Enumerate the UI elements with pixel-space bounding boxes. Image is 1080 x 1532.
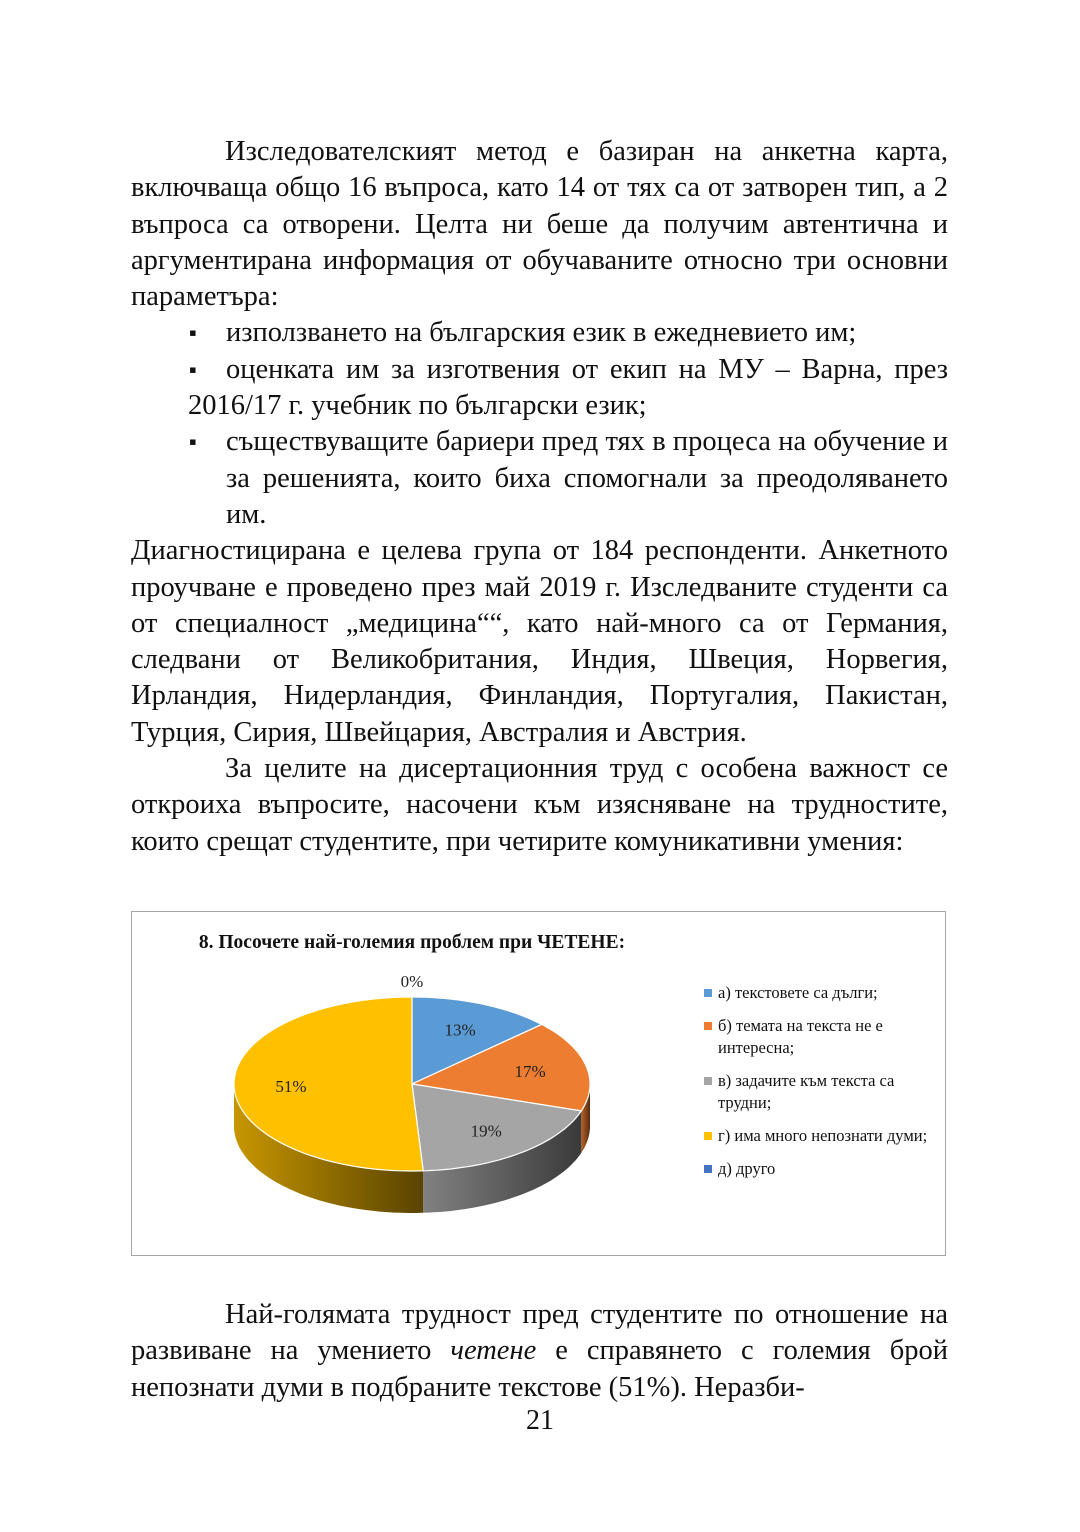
legend-item	[704, 1015, 944, 1059]
paragraph-reading-difficulty	[131, 1297, 948, 1406]
legend-label: д) друго	[718, 1159, 776, 1178]
paragraph-target-group: Диагностицирана е целева група от 184 респонденти. Анкетното проучване е проведено през май 2019 г. Изследваните студенти са от специалност „медицина““, като най-много са от Германия, следвани от Великобритания, Индия, Швеция, Норвегия, Ирландия, Нидерландия, Финландия, Португалия, Пакистан, Турция, Сирия, Швейцария, Австралия и Австрия.	[131, 535, 948, 748]
pie-chart-plot	[132, 912, 692, 1255]
legend-label: г) има много непознати думи;	[718, 1126, 928, 1145]
list-item	[131, 424, 948, 533]
list-item-text: използването на българския език в ежедневието им;	[226, 317, 857, 349]
page-number: 21	[526, 1405, 554, 1436]
pie-data-label: 51%	[275, 1076, 307, 1096]
pie-chart	[131, 911, 946, 1256]
pie-data-label: 13%	[444, 1020, 476, 1040]
legend-swatch	[704, 1022, 712, 1030]
pie-data-label: 0%	[400, 972, 424, 991]
legend-label: а) текстовете са дълги;	[718, 983, 878, 1002]
paragraph-text: е справянето с големия брой непознати думи в подбраните текстове (51%). Неразби-	[131, 1335, 948, 1403]
bullet-marker: ▪	[189, 429, 197, 455]
list-item	[131, 315, 948, 351]
chart-legend	[704, 982, 944, 1191]
list-item-text: съществуващите бариери пред тях в процеса на обучение и за решенията, които биха спомогнали за преодоляването им.	[226, 426, 948, 530]
paragraph-questions: За целите на дисертационния труд с особена важност се откроиха въпросите, насочени към изясняване на трудностите, които срещат студентите, при четирите комуникативни умения:	[131, 753, 948, 857]
body-text-top	[131, 134, 948, 860]
paragraph-text: Най-голямата трудност пред студентите по отношение на развиване на умението	[131, 1299, 948, 1367]
legend-item	[704, 982, 944, 1004]
legend-item	[704, 1070, 944, 1114]
legend-swatch	[704, 1165, 712, 1173]
body-text-bottom	[131, 1297, 948, 1406]
emphasis-term: четене	[450, 1335, 537, 1367]
legend-item	[704, 1125, 944, 1147]
legend-swatch	[704, 1132, 712, 1140]
legend-label: б) темата на текста не е интересна;	[718, 1016, 883, 1057]
legend-label: в) задачите към текста са трудни;	[718, 1071, 895, 1112]
pie-data-label: 19%	[470, 1121, 502, 1141]
legend-item	[704, 1158, 944, 1180]
bullet-marker: ▪	[189, 320, 197, 346]
legend-swatch	[704, 1077, 712, 1085]
list-item	[131, 352, 948, 425]
list-item-text: оценката им за изготвения от екип на МУ – Варна, през 2016/17 г. учебник по български език;	[188, 353, 948, 422]
bullet-marker: ▪	[189, 356, 197, 382]
legend-swatch	[704, 989, 712, 997]
chart-title: 8. Посочете най-големия проблем при ЧЕТЕНЕ:	[198, 932, 626, 953]
pie-data-label: 17%	[514, 1062, 546, 1082]
parameter-list	[131, 315, 948, 533]
paragraph-method: Изследователският метод е базиран на анкетна карта, включваща общо 16 въпроса, като 14 от тях са от затворен тип, а 2 въпроса са отворени. Целта ни беше да получим автентична и аргументирана информация от обучаваните относно три основни параметъра:	[131, 136, 948, 313]
